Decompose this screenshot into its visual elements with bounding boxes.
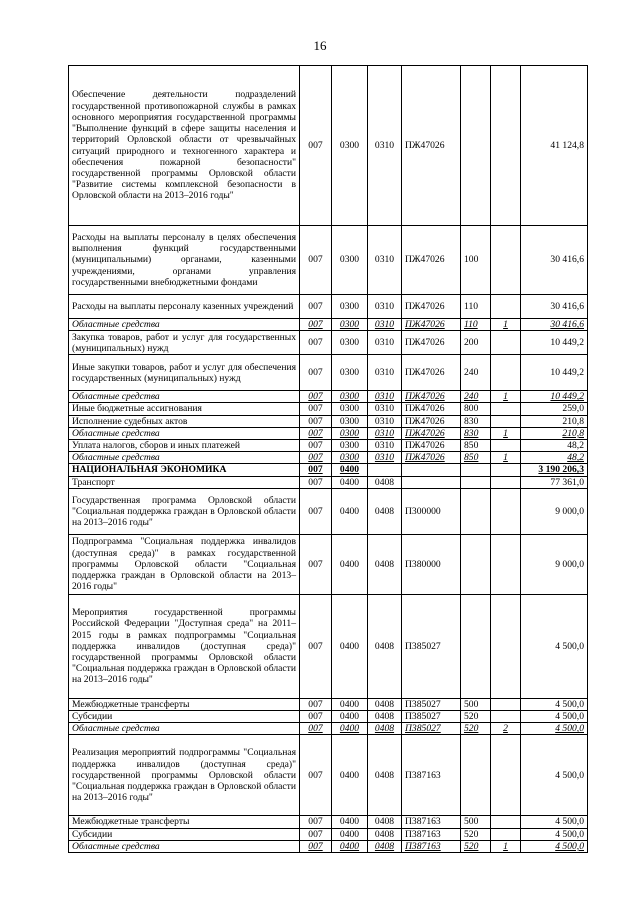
cell-department-code: 007: [300, 816, 332, 828]
cell-section-code: 0300: [332, 403, 368, 415]
cell-amount: 210,8: [521, 427, 588, 439]
cell-amount: 4 500,0: [521, 723, 588, 735]
cell-amount: 41 124,8: [521, 66, 588, 226]
cell-subsection-code: 0408: [368, 816, 402, 828]
cell-subsection-code: 0408: [368, 711, 402, 723]
cell-department-code: 007: [300, 415, 332, 427]
cell-target-article: ПЖ47026: [402, 415, 461, 427]
cell-description: Областные средства: [69, 723, 300, 735]
cell-section-code: 0400: [332, 816, 368, 828]
cell-target-article: [402, 464, 461, 476]
cell-section-code: 0300: [332, 226, 368, 295]
cell-subsection-code: 0310: [368, 391, 402, 403]
cell-amount: 30 416,6: [521, 226, 588, 295]
table-row: [69, 452, 588, 464]
cell-funding-source: [491, 816, 521, 828]
cell-subsection-code: 0310: [368, 427, 402, 439]
table-row: [69, 66, 588, 226]
cell-description: Межбюджетные трансферты: [69, 698, 300, 710]
table-row: [69, 440, 588, 452]
cell-expense-type: 500: [461, 698, 491, 710]
cell-subsection-code: 0408: [368, 840, 402, 852]
cell-target-article: ПЖ47026: [402, 226, 461, 295]
cell-funding-source: 2: [491, 723, 521, 735]
cell-funding-source: [491, 331, 521, 355]
table-row: [69, 711, 588, 723]
cell-description: Государственная программа Орловской области "Социальная поддержка граждан в Орловской области на 2013–2016 годы": [69, 488, 300, 534]
table-row: [69, 698, 588, 710]
cell-funding-source: [491, 594, 521, 698]
cell-section-code: 0400: [332, 711, 368, 723]
cell-target-article: П385027: [402, 723, 461, 735]
cell-description: Иные бюджетные ассигнования: [69, 403, 300, 415]
cell-funding-source: [491, 464, 521, 476]
cell-section-code: 0400: [332, 488, 368, 534]
cell-amount: 4 500,0: [521, 698, 588, 710]
cell-amount: 210,8: [521, 415, 588, 427]
cell-section-code: 0300: [332, 331, 368, 355]
table-row: [69, 534, 588, 594]
cell-expense-type: [461, 488, 491, 534]
cell-target-article: ПЖ47026: [402, 403, 461, 415]
cell-subsection-code: 0408: [368, 534, 402, 594]
cell-section-code: 0300: [332, 319, 368, 331]
cell-description: Закупка товаров, работ и услуг для государственных (муниципальных) нужд: [69, 331, 300, 355]
table-row: [69, 723, 588, 735]
cell-funding-source: [491, 476, 521, 488]
cell-subsection-code: 0310: [368, 226, 402, 295]
cell-subsection-code: [368, 464, 402, 476]
cell-subsection-code: 0310: [368, 295, 402, 319]
cell-section-code: 0300: [332, 440, 368, 452]
cell-funding-source: [491, 66, 521, 226]
budget-table-body: [69, 66, 588, 853]
cell-expense-type: 240: [461, 391, 491, 403]
cell-target-article: П387163: [402, 828, 461, 840]
cell-description: Исполнение судебных актов: [69, 415, 300, 427]
cell-subsection-code: 0408: [368, 476, 402, 488]
cell-funding-source: [491, 698, 521, 710]
cell-department-code: 007: [300, 594, 332, 698]
cell-subsection-code: 0408: [368, 488, 402, 534]
table-row: [69, 735, 588, 816]
cell-department-code: 007: [300, 403, 332, 415]
cell-amount: 4 500,0: [521, 735, 588, 816]
cell-subsection-code: 0310: [368, 319, 402, 331]
table-row: [69, 488, 588, 534]
cell-section-code: 0400: [332, 840, 368, 852]
cell-section-code: 0400: [332, 828, 368, 840]
cell-funding-source: [491, 226, 521, 295]
cell-expense-type: 850: [461, 452, 491, 464]
cell-subsection-code: 0310: [368, 403, 402, 415]
cell-expense-type: [461, 66, 491, 226]
cell-funding-source: 1: [491, 391, 521, 403]
cell-section-code: 0400: [332, 534, 368, 594]
cell-subsection-code: 0310: [368, 331, 402, 355]
cell-target-article: П387163: [402, 816, 461, 828]
cell-description: Реализация мероприятий подпрограммы "Социальная поддержка инвалидов (доступная среда)" государственной программы Орловской области "Социальная поддержка граждан в Орловской области на 2013–2016 годы": [69, 735, 300, 816]
table-row: [69, 331, 588, 355]
cell-funding-source: 1: [491, 319, 521, 331]
cell-description: Мероприятия государственной программы Российской Федерации "Доступная среда" на 2011–2015 годы в рамках подпрограммы "Социальная поддержка инвалидов (доступная среда)" государственной программы Орловской области "Социальная поддержка граждан в Орловской области на 2013–2016 годы": [69, 594, 300, 698]
cell-target-article: ПЖ47026: [402, 355, 461, 391]
cell-target-article: П385027: [402, 698, 461, 710]
table-row: [69, 840, 588, 852]
cell-funding-source: [491, 534, 521, 594]
cell-description: НАЦИОНАЛЬНАЯ ЭКОНОМИКА: [69, 464, 300, 476]
cell-target-article: ПЖ47026: [402, 391, 461, 403]
table-row: [69, 355, 588, 391]
cell-amount: 48,2: [521, 452, 588, 464]
cell-department-code: 007: [300, 735, 332, 816]
cell-target-article: ПЖ47026: [402, 295, 461, 319]
cell-description: Подпрограмма "Социальная поддержка инвалидов (доступная среда)" в рамках государственной программы Орловской области "Социальная поддержка граждан в Орловской области на 2013–2016 годы": [69, 534, 300, 594]
cell-target-article: П300000: [402, 488, 461, 534]
table-row: [69, 319, 588, 331]
cell-department-code: 007: [300, 711, 332, 723]
cell-subsection-code: 0408: [368, 735, 402, 816]
cell-section-code: 0300: [332, 295, 368, 319]
cell-target-article: ПЖ47026: [402, 440, 461, 452]
cell-expense-type: 100: [461, 226, 491, 295]
cell-funding-source: [491, 415, 521, 427]
cell-subsection-code: 0310: [368, 440, 402, 452]
cell-amount: 4 500,0: [521, 711, 588, 723]
cell-expense-type: 520: [461, 711, 491, 723]
cell-amount: 9 000,0: [521, 488, 588, 534]
budget-table: [68, 65, 588, 853]
cell-department-code: 007: [300, 476, 332, 488]
cell-department-code: 007: [300, 698, 332, 710]
cell-funding-source: [491, 403, 521, 415]
cell-department-code: 007: [300, 391, 332, 403]
cell-target-article: П385027: [402, 711, 461, 723]
cell-section-code: 0300: [332, 452, 368, 464]
cell-amount: 4 500,0: [521, 828, 588, 840]
cell-funding-source: 1: [491, 427, 521, 439]
cell-target-article: ПЖ47026: [402, 452, 461, 464]
cell-subsection-code: 0408: [368, 698, 402, 710]
cell-section-code: 0300: [332, 391, 368, 403]
cell-department-code: 007: [300, 331, 332, 355]
cell-description: Субсидии: [69, 828, 300, 840]
page-number: 16: [313, 38, 327, 53]
cell-funding-source: [491, 735, 521, 816]
cell-department-code: 007: [300, 723, 332, 735]
cell-subsection-code: 0310: [368, 452, 402, 464]
cell-description: Областные средства: [69, 427, 300, 439]
cell-target-article: ПЖ47026: [402, 427, 461, 439]
cell-target-article: П385027: [402, 594, 461, 698]
cell-department-code: 007: [300, 355, 332, 391]
cell-section-code: 0400: [332, 464, 368, 476]
cell-expense-type: [461, 464, 491, 476]
table-row: [69, 226, 588, 295]
cell-target-article: [402, 476, 461, 488]
cell-target-article: П380000: [402, 534, 461, 594]
cell-section-code: 0400: [332, 594, 368, 698]
cell-section-code: 0300: [332, 427, 368, 439]
table-row: [69, 415, 588, 427]
cell-department-code: 007: [300, 66, 332, 226]
cell-target-article: П387163: [402, 840, 461, 852]
cell-subsection-code: 0310: [368, 415, 402, 427]
table-row: [69, 476, 588, 488]
cell-funding-source: [491, 440, 521, 452]
cell-description: Расходы на выплаты персоналу в целях обеспечения выполнения функций государственными (муниципальными) органами, казенными учреждениями, органами управления государственными внебюджетными фондами: [69, 226, 300, 295]
cell-description: Уплата налогов, сборов и иных платежей: [69, 440, 300, 452]
cell-department-code: 007: [300, 427, 332, 439]
cell-amount: 259,0: [521, 403, 588, 415]
cell-amount: 10 449,2: [521, 331, 588, 355]
cell-section-code: 0400: [332, 698, 368, 710]
cell-funding-source: 1: [491, 840, 521, 852]
cell-description: Транспорт: [69, 476, 300, 488]
cell-amount: 4 500,0: [521, 594, 588, 698]
cell-department-code: 007: [300, 295, 332, 319]
cell-description: Областные средства: [69, 840, 300, 852]
cell-funding-source: [491, 828, 521, 840]
cell-department-code: 007: [300, 226, 332, 295]
cell-section-code: 0300: [332, 66, 368, 226]
cell-expense-type: 520: [461, 840, 491, 852]
cell-amount: 48,2: [521, 440, 588, 452]
cell-department-code: 007: [300, 440, 332, 452]
table-row: [69, 594, 588, 698]
cell-department-code: 007: [300, 828, 332, 840]
cell-department-code: 007: [300, 452, 332, 464]
cell-amount: 77 361,0: [521, 476, 588, 488]
cell-target-article: ПЖ47026: [402, 66, 461, 226]
cell-expense-type: 520: [461, 723, 491, 735]
table-row: [69, 816, 588, 828]
cell-funding-source: 1: [491, 452, 521, 464]
cell-section-code: 0400: [332, 476, 368, 488]
cell-amount: 4 500,0: [521, 816, 588, 828]
cell-subsection-code: 0310: [368, 355, 402, 391]
cell-funding-source: [491, 355, 521, 391]
cell-amount: 3 190 206,3: [521, 464, 588, 476]
cell-expense-type: [461, 594, 491, 698]
cell-amount: 10 449,2: [521, 391, 588, 403]
cell-section-code: 0400: [332, 735, 368, 816]
cell-description: Иные закупки товаров, работ и услуг для обеспечения государственных (муниципальных) нужд: [69, 355, 300, 391]
cell-section-code: 0400: [332, 723, 368, 735]
cell-expense-type: [461, 476, 491, 488]
cell-description: Обеспечение деятельности подразделений государственной противопожарной службы в рамках основного мероприятия государственной программы "Выполнение функций в сфере защиты населения и территорий Орловской области от чрезвычайных ситуаций природного и техногенного характера и обеспечения пожарной безопасности" государственной программы Орловской области "Развитие системы комплексной безопасности в Орловской области на 2013–2016 годы": [69, 66, 300, 226]
cell-description: Расходы на выплаты персоналу казенных учреждений: [69, 295, 300, 319]
table-row: [69, 464, 588, 476]
cell-amount: 10 449,2: [521, 355, 588, 391]
cell-expense-type: [461, 534, 491, 594]
cell-section-code: 0300: [332, 415, 368, 427]
cell-subsection-code: 0310: [368, 66, 402, 226]
table-row: [69, 391, 588, 403]
cell-expense-type: 800: [461, 403, 491, 415]
cell-amount: 30 416,6: [521, 319, 588, 331]
cell-expense-type: 110: [461, 319, 491, 331]
cell-amount: 30 416,6: [521, 295, 588, 319]
cell-department-code: 007: [300, 488, 332, 534]
cell-expense-type: [461, 735, 491, 816]
cell-expense-type: 240: [461, 355, 491, 391]
cell-section-code: 0300: [332, 355, 368, 391]
cell-funding-source: [491, 295, 521, 319]
cell-description: Областные средства: [69, 452, 300, 464]
cell-expense-type: 520: [461, 828, 491, 840]
table-row: [69, 403, 588, 415]
cell-subsection-code: 0408: [368, 594, 402, 698]
cell-description: Областные средства: [69, 319, 300, 331]
cell-funding-source: [491, 711, 521, 723]
cell-department-code: 007: [300, 464, 332, 476]
cell-description: Областные средства: [69, 391, 300, 403]
cell-subsection-code: 0408: [368, 723, 402, 735]
cell-target-article: ПЖ47026: [402, 319, 461, 331]
cell-amount: 4 500,0: [521, 840, 588, 852]
cell-expense-type: 110: [461, 295, 491, 319]
cell-description: Межбюджетные трансферты: [69, 816, 300, 828]
cell-description: Субсидии: [69, 711, 300, 723]
cell-expense-type: 830: [461, 415, 491, 427]
cell-expense-type: 500: [461, 816, 491, 828]
cell-department-code: 007: [300, 319, 332, 331]
cell-target-article: П387163: [402, 735, 461, 816]
cell-funding-source: [491, 488, 521, 534]
cell-department-code: 007: [300, 534, 332, 594]
cell-target-article: ПЖ47026: [402, 331, 461, 355]
table-row: [69, 828, 588, 840]
cell-amount: 9 000,0: [521, 534, 588, 594]
table-row: [69, 427, 588, 439]
cell-expense-type: 850: [461, 440, 491, 452]
table-row: [69, 295, 588, 319]
cell-expense-type: 830: [461, 427, 491, 439]
cell-subsection-code: 0408: [368, 828, 402, 840]
cell-department-code: 007: [300, 840, 332, 852]
cell-expense-type: 200: [461, 331, 491, 355]
